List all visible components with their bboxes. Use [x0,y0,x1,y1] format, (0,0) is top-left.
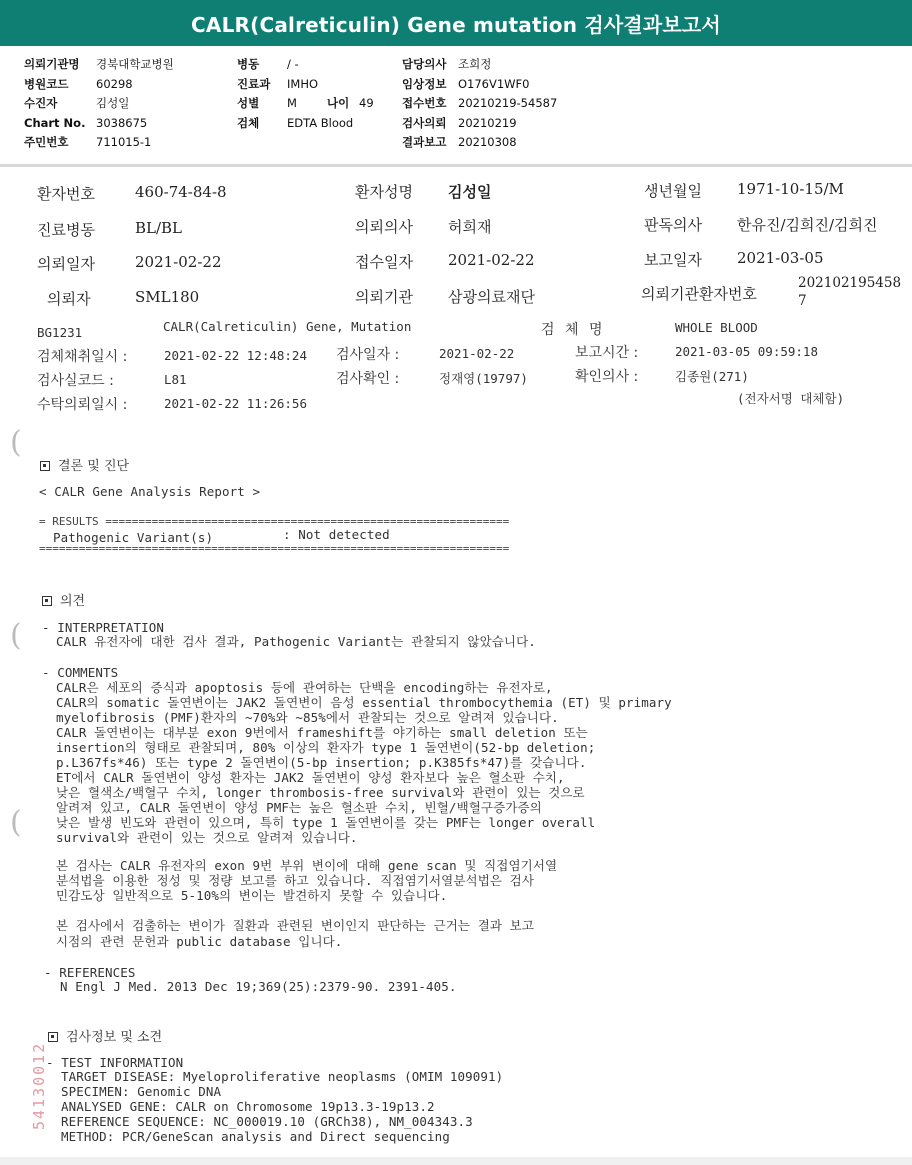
patient-name: 김성일 [448,183,492,201]
comment-line: survival와 관련이 있는 것으로 알려져 있습니다. [56,830,358,845]
hdr-value: M [287,96,297,110]
hdr-value: 김성일 [96,96,130,110]
hdr-label: 주민번호 [24,135,69,149]
patient-value: 7 [798,293,807,309]
report-subtitle: < CALR Gene Analysis Report > [39,484,261,499]
method-line: 민감도상 일반적으로 5-10%의 변이는 발견하지 못할 수 있습니다. [56,888,448,903]
hdr-label: Chart No. [24,115,86,130]
hdr-value: 20210219-54587 [458,96,558,110]
patient-value: 1971-10-15/M [737,180,844,198]
test-information-heading: - TEST INFORMATION [46,1055,184,1070]
patient-label: 환자성명 [355,183,413,201]
basis-line: 시점의 관련 문헌과 public database 입니다. [56,934,343,949]
specimen-label: 검 체 명 [541,322,606,338]
header-col1 [24,55,174,153]
header-divider [0,164,912,167]
patient-label: 환자번호 [37,185,95,203]
hdr-value: 경북대학교병원 [96,57,174,71]
opinion-heading-text: 의견 [60,594,86,609]
reference-text: N Engl J Med. 2013 Dec 19;369(25):2379-90. 2391-405. [60,979,457,994]
patient-value: 2021-03-05 [737,249,824,267]
patient-value: 202102195458 [798,275,902,291]
comment-line: CALR의 somatic 돌연변이는 JAK2 돌연변이 음성 essential thrombocythemia (ET) 및 primary [56,695,672,710]
hdr-label: 담당의사 [402,57,447,71]
confirm-label: 검사확인 : [336,371,400,387]
variant-label: Pathogenic Variant(s) [53,530,214,545]
section-box-icon [40,461,50,471]
consign-label: 수탁의뢰일시 : [37,397,128,413]
patient-label: 생년월일 [644,182,702,200]
hdr-label: 수진자 [24,96,58,110]
hdr-label: 결과보고 [402,135,447,149]
comment-line: CALR은 세포의 증식과 apoptosis 등에 관여하는 단백을 encoding하는 유전자로, [56,680,553,695]
scan-bracket: ( [10,618,22,653]
header-col2 [237,55,374,133]
basis-line: 본 검사에서 검출하는 변이가 질환과 관련된 변이인지 판단하는 근거는 결과 보고 [56,918,535,933]
report-time-label: 보고시간 : [575,345,639,361]
scan-bracket: ( [10,805,22,840]
scan-bracket: ( [10,425,22,460]
hdr-label: 나이 [327,96,350,110]
report-title-banner: CALR(Calreticulin) Gene mutation 검사결과보고서 [0,0,912,46]
doctor-label: 확인의사 : [575,369,639,385]
header-col3 [402,55,557,153]
e-signature-note: (전자서명 대체함) [737,391,845,406]
collect-value: 2021-02-22 12:48:24 [164,348,307,363]
references-heading: - REFERENCES [44,965,136,980]
section-box-icon [48,1032,58,1042]
hdr-value: EDTA Blood [287,115,354,130]
patient-label: 의뢰기관 [355,288,413,306]
room-label: 검사실코드 : [37,373,114,389]
patient-label: 접수일자 [355,253,413,271]
hdr-label: 병동 [237,57,260,71]
method-line: 본 검사는 CALR 유전자의 exon 9번 부위 변이에 대해 gene scan 및 직접염기서열 [56,858,558,873]
room-value: L81 [164,372,187,387]
patient-label: 판독의사 [644,216,702,234]
hdr-value: / - [287,57,299,71]
comment-line: insertion의 형태로 관찰되며, 80% 이상의 환자가 type 1 돌연변이(52-bp deletion; [56,740,596,755]
testinfo-line: SPECIMEN: Genomic DNA [61,1084,222,1099]
patient-value: SML180 [135,288,200,306]
method-line: 분석법을 이용한 정성 및 정량 보고를 하고 있습니다. 직접염기서열분석법은 검사 [56,873,535,888]
hdr-label: 검체 [237,115,260,130]
interpretation-heading: - INTERPRETATION [42,620,165,635]
comments-heading: - COMMENTS [42,665,119,680]
testinfo-heading [48,1026,162,1045]
patient-label: 의뢰일자 [37,255,95,273]
doctor-value: 김종원(271) [675,369,749,384]
hdr-value: O176V1WF0 [458,76,530,91]
hdr-label: 병원코드 [24,76,69,91]
patient-label: 의뢰의사 [355,218,413,236]
hdr-label: 검사의뢰 [402,115,447,130]
patient-value: 460-74-84-8 [135,183,227,201]
page-bottom-edge [0,1157,912,1165]
testinfo-line: REFERENCE SEQUENCE: NC_000019.10 (GRCh38), NM_004343.3 [61,1114,473,1129]
hdr-value: 조희정 [458,57,492,71]
collect-label: 검체채취일시 : [37,349,128,365]
patient-value: 한유진/김희진/김희진 [737,216,878,234]
conclusion-heading-text: 결론 및 진단 [58,459,130,474]
specimen-number-stamp: 54130012 [30,1041,48,1130]
comment-line: 낮은 발생 빈도와 관련이 있으며, 특히 type 1 돌연변이를 갖는 PMF는 longer overall [56,815,596,830]
comment-line: CALR 돌연변이는 대부분 exon 9번에서 frameshift를 야기하는 small deletion 또는 [56,725,588,740]
patient-label: 보고일자 [644,251,702,269]
hdr-label: 임상정보 [402,76,447,91]
comment-line: 낮은 혈색소/백혈구 수치, longer thrombosis-free survival와 관련이 있는 것으로 [56,785,585,800]
comment-line: p.L367fs*46) 또는 type 2 돌연변이(5-bp insertion; p.K385fs*47)를 갖습니다. [56,755,587,770]
patient-value: 2021-02-22 [135,253,222,271]
test-date-label: 검사일자 : [336,347,400,363]
hdr-label: 의뢰기관명 [24,57,80,71]
results-rule: = RESULTS ============================================================= [39,515,510,528]
test-name: CALR(Calreticulin) Gene, Mutation [163,319,412,334]
testinfo-line: METHOD: PCR/GeneScan analysis and Direct sequencing [61,1129,450,1144]
patient-label: 의뢰기관환자번호 [641,285,757,303]
report-time-value: 2021-03-05 09:59:18 [675,344,818,359]
hdr-value: 711015-1 [96,135,152,149]
hdr-label: 진료과 [237,76,271,91]
patient-value: 2021-02-22 [448,251,535,269]
conclusion-heading [40,455,129,474]
patient-value: BL/BL [135,219,183,237]
opinion-heading [42,590,85,609]
hdr-label: 성별 [237,96,260,110]
test-code: BG1231 [37,325,83,340]
specimen-value: WHOLE BLOOD [675,320,758,335]
hdr-value: 60298 [96,76,133,91]
patient-value: 허희재 [448,218,492,236]
comment-line: 알려져 있고, CALR 돌연변이 양성 PMF는 높은 혈소판 수치, 빈혈/백혈구증가증의 [56,800,542,815]
testinfo-line: ANALYSED GENE: CALR on Chromosome 19p13.3-19p13.2 [61,1099,435,1114]
variant-value: : Not detected [283,527,390,542]
interpretation-text: CALR 유전자에 대한 검사 결과, Pathogenic Variant는 관찰되지 않았습니다. [56,634,536,649]
patient-label: 진료병동 [37,221,95,239]
hdr-label: 접수번호 [402,96,447,110]
test-date-value: 2021-02-22 [439,346,515,361]
confirm-value: 정재영(19797) [439,371,528,386]
consign-value: 2021-02-22 11:26:56 [164,396,307,411]
hdr-value: 20210219 [458,115,517,130]
patient-value: 삼광의료재단 [448,288,535,306]
testinfo-line: TARGET DISEASE: Myeloproliferative neoplasms (OMIM 109091) [61,1069,504,1084]
hdr-value: IMHO [287,76,319,91]
comment-line: ET에서 CALR 돌연변이 양성 환자는 JAK2 돌연변이 양성 환자보다 높은 혈소판 수치, [56,770,565,785]
results-bottom-rule: ======================================================================= [39,542,510,555]
hdr-value: 49 [359,96,374,110]
testinfo-heading-text: 검사정보 및 소견 [66,1030,163,1045]
section-box-icon [42,596,52,606]
comment-line: myelofibrosis (PMF)환자의 ~70%와 ~85%에서 관찰되는 것으로 알려져 있습니다. [56,710,559,725]
patient-label: 의뢰자 [47,290,91,308]
hdr-value: 3038675 [96,115,148,130]
hdr-value: 20210308 [458,135,517,149]
